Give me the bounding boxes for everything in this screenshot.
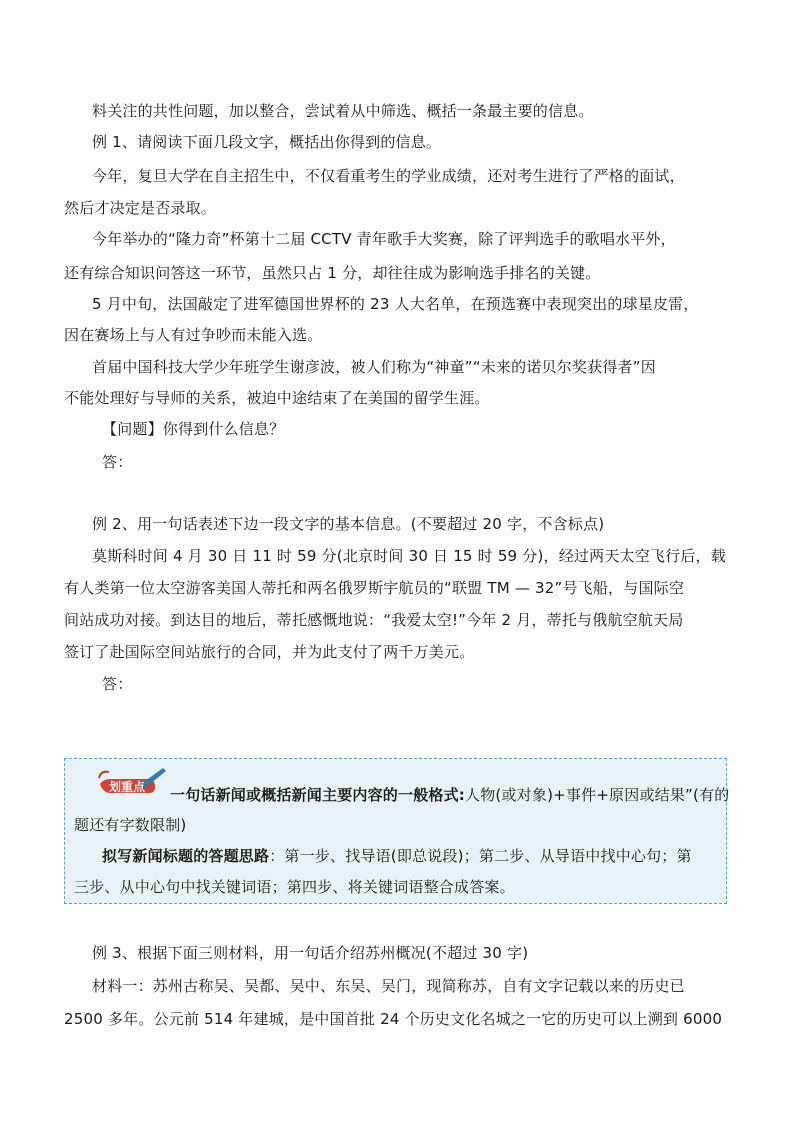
note-line-3 bbox=[102, 845, 692, 867]
note-line-4: 三步、从中心句中找关键词语；第四步、将关键词语整合成答案。 bbox=[74, 878, 515, 896]
line-11: 【问题】你得到什么信息？ bbox=[102, 420, 285, 438]
line-20: 材料一：苏州古称吴、吴都、吴中、东吴、吴门，现简称苏，自有文字记载以来的历史已 bbox=[92, 977, 685, 995]
line-13: 例 2、用一句话表述下边一段文字的基本信息。(不要超过 20 字，不含标点) bbox=[92, 515, 605, 533]
line-10: 不能处理好与导师的关系，被迫中途结束了在美国的留学生涯。 bbox=[64, 389, 490, 407]
note-approach-label: 拟写新闻标题的答题思路 bbox=[102, 847, 270, 865]
note-format-text: 人物(或对象)+事件+原因或结果”(有的 bbox=[465, 786, 730, 804]
note-line-1 bbox=[170, 784, 729, 806]
line-4: 然后才决定是否录取。 bbox=[64, 199, 217, 217]
line-12: 答： bbox=[102, 453, 133, 471]
note-line-2: 题还有字数限制) bbox=[74, 816, 187, 834]
line-8: 因在赛场上与人有过争吵而未能入选。 bbox=[64, 326, 323, 344]
key-points-logo bbox=[97, 766, 167, 800]
line-3: 今年，复旦大学在自主招生中，不仅看重考生的学业成绩，还对考生进行了严格的面试， bbox=[92, 167, 685, 185]
line-17: 签订了赴国际空间站旅行的合同，并为此支付了两千万美元。 bbox=[64, 643, 475, 661]
line-9: 首届中国科技大学少年班学生谢彦波，被人们称为“神童”“未来的诺贝尔奖获得者”因 bbox=[92, 358, 656, 376]
line-16: 间站成功对接。到达目的地后，蒂托感慨地说：“我爱太空!”今年 2 月，蒂托与俄航空航天局 bbox=[64, 611, 684, 629]
note-format-label: 一句话新闻或概括新闻主要内容的一般格式: bbox=[170, 786, 466, 804]
line-15: 有人类第一位太空游客美国人蒂托和两名俄罗斯宇航员的“联盟 TM — 32”号飞船，与国际空 bbox=[64, 579, 685, 597]
line-2: 例 1、请阅读下面几段文字，概括出你得到的信息。 bbox=[92, 133, 442, 151]
logo-text: 划重点 bbox=[109, 780, 146, 794]
note-approach-text: ：第一步、找导语(即总说段)；第二步、从导语中找中心句；第 bbox=[269, 847, 692, 865]
line-5: 今年举办的“隆力奇”杯第十二届 CCTV 青年歌手大奖赛，除了评判选手的歌唱水平外， bbox=[92, 230, 676, 248]
line-18: 答： bbox=[102, 675, 133, 693]
line-7: 5 月中旬，法国敲定了进军德国世界杯的 23 人大名单，在预选赛中表现突出的球星皮雷， bbox=[92, 295, 699, 313]
line-19: 例 3、根据下面三则材料，用一句话介绍苏州概况(不超过 30 字) bbox=[92, 944, 529, 962]
line-14: 莫斯科时间 4 月 30 日 11 时 59 分(北京时间 30 日 15 时 59 分)，经过两天太空飞行后，载 bbox=[92, 547, 726, 565]
line-21: 2500 多年。公元前 514 年建城，是中国首批 24 个历史文化名城之一它的历史可以上溯到 6000 bbox=[64, 1010, 723, 1028]
line-6: 还有综合知识问答这一环节，虽然只占 1 分，却往往成为影响选手排名的关键。 bbox=[64, 264, 601, 282]
line-1: 料关注的共性问题，加以整合，尝试着从中筛选、概括一条最主要的信息。 bbox=[92, 102, 594, 120]
